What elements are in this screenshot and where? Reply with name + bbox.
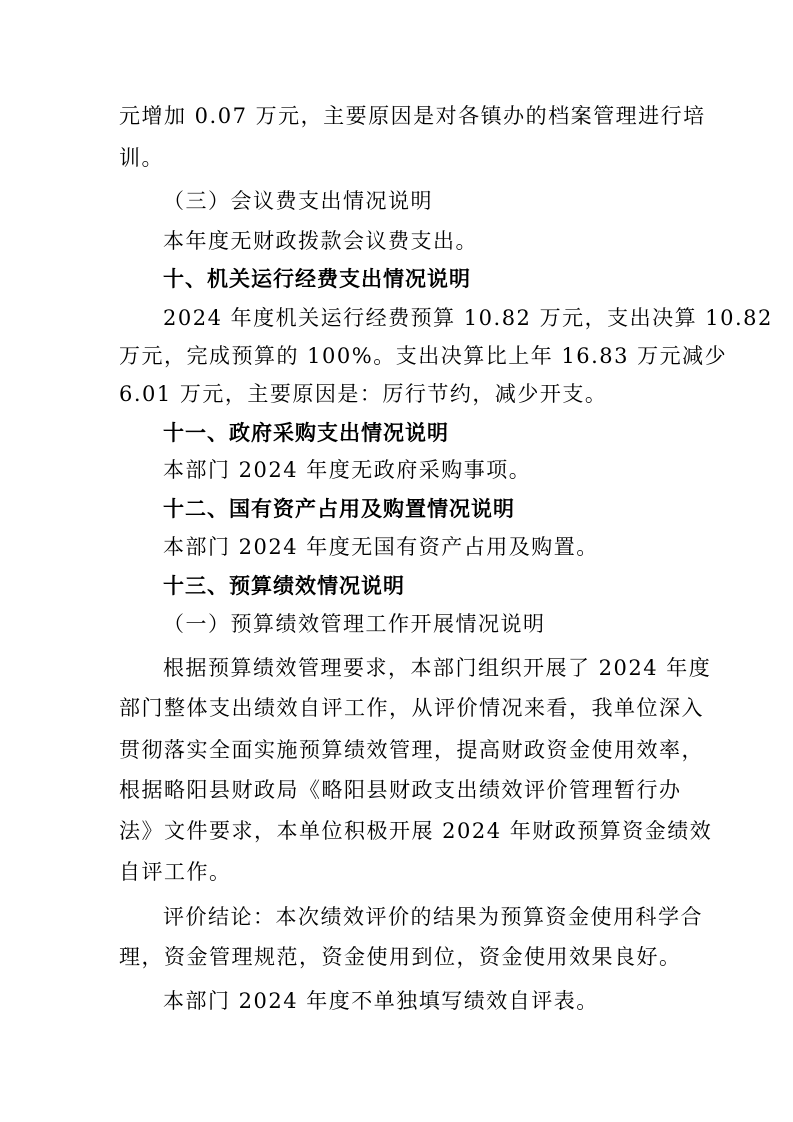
body-text-line: 理，资金管理规范，资金使用到位，资金使用效果良好。 [119,945,682,969]
body-text-line: 根据略阳县财政局《略阳县财政支出绩效评价管理暂行办 [119,778,682,802]
section-heading: 十一、政府采购支出情况说明 [163,421,449,445]
body-text-line: 本部门 2024 年度无政府采购事项。 [163,458,532,482]
section-heading: 十、机关运行经费支出情况说明 [163,267,471,291]
body-text-line: 本部门 2024 年度不单独填写绩效自评表。 [163,989,599,1013]
body-text-line: 部门整体支出绩效自评工作，从评价情况来看，我单位深入 [119,696,704,720]
body-text-line: 贯彻落实全面实施预算绩效管理，提高财政资金使用效率， [119,738,704,762]
body-text-line: 训。 [119,146,164,170]
body-text-line: 法》文件要求，本单位积极开展 2024 年财政预算资金绩效 [119,819,713,843]
section-heading: 十二、国有资产占用及购置情况说明 [163,497,515,521]
section-heading: 十三、预算绩效情况说明 [163,574,405,598]
body-text-line: 自评工作。 [119,860,232,884]
body-text-line: 6.01 万元，主要原因是：厉行节约，减少开支。 [119,382,608,406]
body-text-line: 评价结论：本次绩效评价的结果为预算资金使用科学合 [163,905,703,929]
body-text-line: 元增加 0.07 万元，主要原因是对各镇办的档案管理进行培 [119,104,706,128]
subsection-heading: （三）会议费支出情况说明 [163,189,433,213]
body-text-line: 根据预算绩效管理要求，本部门组织开展了 2024 年度 [163,656,712,680]
body-text-line: 2024 年度机关运行经费预算 10.82 万元，支出决算 10.82 [163,306,773,330]
body-text-line: 本部门 2024 年度无国有资产占用及购置。 [163,535,599,559]
body-text-line: 本年度无财政拨款会议费支出。 [163,229,478,253]
subsection-heading: （一）预算绩效管理工作开展情况说明 [163,612,546,636]
body-text-line: 万元，完成预算的 100%。支出决算比上年 16.83 万元减少 [119,344,728,368]
